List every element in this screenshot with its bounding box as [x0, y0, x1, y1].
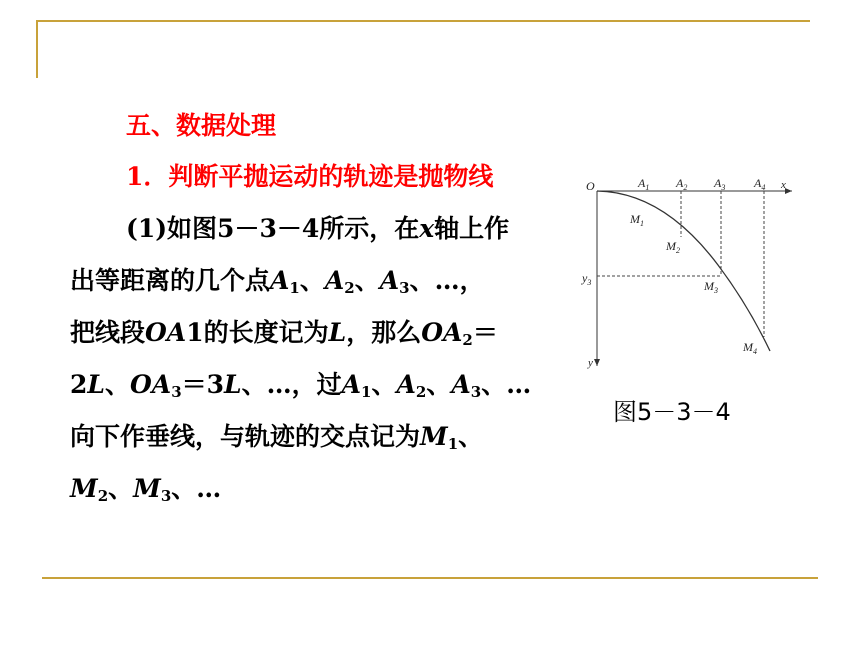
trajectory-figure — [578, 170, 808, 370]
y-axis-label: y — [588, 357, 593, 369]
figure-caption: 图5－3－4 — [613, 398, 731, 426]
x-axis-label: x — [781, 179, 786, 191]
body-line-1: (1)如图5－3－4所示，在x轴上作 — [126, 214, 510, 243]
section-heading: 五、数据处理 — [126, 111, 277, 140]
m4-label: $M_4$ — [743, 340, 757, 356]
body-line-3: 把线段OA1的长度记为L，那么$OA_2=$ — [70, 318, 498, 349]
trajectory-curve — [597, 191, 770, 351]
body-line-6: $M_2$、$M_3$、… — [70, 474, 222, 505]
left-rule — [36, 20, 38, 78]
y3-label: $y_3$ — [582, 271, 592, 287]
a4-label: $A_4$ — [754, 176, 766, 192]
body-line-5: 向下作垂线，与轨迹的交点记为$M_1$、 — [70, 422, 484, 453]
top-rule — [36, 20, 810, 22]
a1-label: $A_1$ — [638, 176, 650, 192]
origin-label: O — [586, 179, 595, 193]
bottom-rule — [42, 577, 818, 579]
m2-label: $M_2$ — [666, 239, 680, 255]
a2-label: $A_2$ — [676, 176, 688, 192]
m1-label: $M_1$ — [630, 212, 644, 228]
m3-label: $M_3$ — [704, 279, 718, 295]
a3-label: $A_3$ — [714, 176, 726, 192]
subsection-heading: 1．判断平抛运动的轨迹是抛物线 — [126, 162, 494, 191]
body-line-4: 2L、$OA_3=3L$、…，过$A_1$、$A_2$、$A_3$、… — [70, 370, 532, 401]
body-line-2: 出等距离的几个点$A_1$、$A_2$、$A_3$、…， — [70, 266, 485, 297]
